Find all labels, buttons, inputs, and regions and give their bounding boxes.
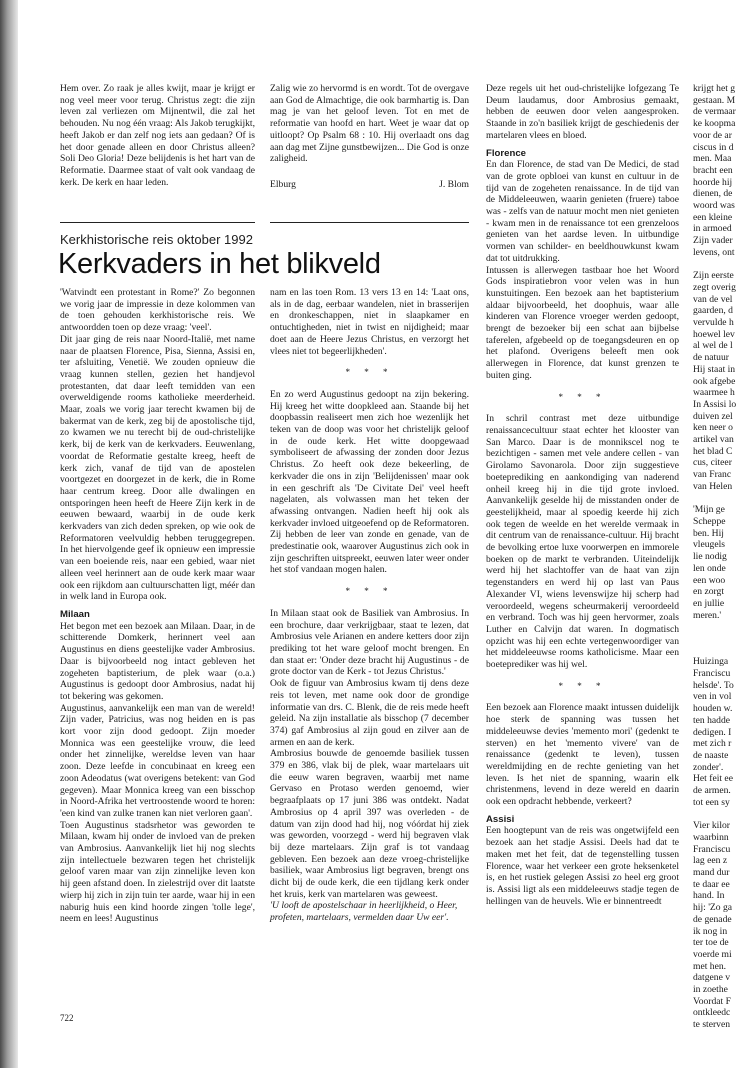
col4-line: Vier kilor xyxy=(693,820,730,832)
paragraph: Deze regels uit het oud-christelijke lofgezang Te Deum laudamus, door Ambrosius gemaakt, hebben de eeuwen door velen aangesproken. Staande in zo'n basiliek krijgt de geschiedenis der martelaren vlees en bloed. xyxy=(486,83,679,141)
col4-line: men. Maa xyxy=(693,153,732,165)
quote-line: 'U looft de apostelschaar in heerlijkheid, o Heer, xyxy=(270,900,458,912)
col4-line: artikel van xyxy=(693,434,734,446)
paragraph: 'Watvindt een protestant in Rome?' Zo begonnen we vorig jaar de impressie in deze kolommen van de toen gehouden kerkhistorische reis. We antwoordden toen op deze vraag: 'veel'. xyxy=(60,287,255,334)
signature-place: Elburg xyxy=(270,178,296,190)
col4-line: Zijn eerste xyxy=(693,270,734,282)
col4-line: gestaan. M xyxy=(693,94,736,106)
col4-line: het blad C xyxy=(693,445,733,457)
section-heading-florence: Florence xyxy=(486,147,526,159)
col4-line: de naaste xyxy=(693,750,729,761)
col4-line: te daar ee xyxy=(693,878,730,890)
col4-line: ter toe de xyxy=(693,937,729,949)
col4-line: Hij staat in xyxy=(693,363,736,375)
article-col4-cropped xyxy=(693,83,738,1031)
col4-line: ciscus in d xyxy=(693,141,734,153)
col4-line: met hen. xyxy=(693,960,727,972)
col4-line: hand. In xyxy=(693,890,725,902)
section-separator: * * * xyxy=(345,586,394,597)
col4-line: zegt overig xyxy=(693,281,736,293)
col4-line: in zoethe xyxy=(693,984,728,996)
column-divider xyxy=(270,222,469,223)
paragraph: Een hoogtepunt van de reis was ongetwijfeld een bezoek aan het stadje Assisi. Deels had dat te maken met het feit, dat de tegenstelling tussen Florence, waar het verkeer een grote heksenketel is, en het rustiek gelegen Assisi zo heel erg groot is. Assisi ligt als een middeleeuws stadje tegen de hellingen van de heuvels. Wie er binnentreedt xyxy=(486,825,679,907)
section-heading-assisi: Assisi xyxy=(486,813,515,825)
col4-line: cus, citeer xyxy=(693,457,732,469)
col4-line: ven in vol xyxy=(693,691,732,703)
col4-line: bracht een xyxy=(693,164,733,176)
article-col2 xyxy=(270,287,469,924)
col4-line xyxy=(693,259,738,271)
col4-line: duiven zel xyxy=(693,410,733,422)
paragraph: In schril contrast met deze uitbundige renaissancecultuur staat echter het klooster van San Marco. Daar is de monnikscel nog te bezichtigen - samen met vele andere cellen - van Girolamo Savonarola. Door zijn suggestieve boeteprediking en aankondiging van naderend onheil kreeg hij in die tijd grote invloed. Aanvankelijk geselde hij de misstanden onder de geestelijkheid, maar al spoedig keerde hij zich ook tegen de weelde en het werelde vermaak in dit centrum van de renaissance-cultuur. Hij bracht de bevolking ertoe luxe voorwerpen en immorele boeken op de markt te verbranden. Uiteindelijk werd hij het slachtoffer van de haat van zijn tegenstanders en werd hij op last van Paus Alexander VI, wiens levenswijze hij scherp had veroordeeld, wegens scheurmakerij veroordeeld en verbrand. Toch was hij geen hervormer, zoals Luther en Calvijn dat waren. In dogmatisch opzicht was hij een echte vertegenwoordiger van het middeleeuwse rooms katholicisme. Maar een boeteprediker was hij wel. xyxy=(486,413,679,671)
col4-line: helsde'. To xyxy=(693,679,734,691)
col4-line: Voordat F xyxy=(693,995,731,1007)
col4-line: vervulde h xyxy=(693,317,734,329)
col4-line: lag een z xyxy=(693,855,728,867)
paragraph: nam en las toen Rom. 13 vers 13 en 14: 'Laat ons, als in de dag, eerbaar wandelen, niet in brasserijen en dronkeschappen, niet in slaapkamer en ontuchtigheden, niet in twist en nijdigheid; maar doet aan de Heere Jezus Christus, en verzorgt het vlees niet tot begeerlijkheden'. xyxy=(270,287,469,357)
article-col3 xyxy=(486,83,679,907)
col4-line: van Helen xyxy=(693,480,733,492)
prev-article-col1 xyxy=(60,83,255,188)
article-headline: Kerkvaders in het blikveld xyxy=(58,248,381,280)
col4-line: Zijn vader xyxy=(693,235,733,247)
col4-line xyxy=(693,809,738,821)
col4-line: tot een sy xyxy=(693,796,730,808)
article-col1 xyxy=(60,287,255,925)
col4-line: zonder'. xyxy=(693,761,724,773)
signature-name: J. Blom xyxy=(439,178,469,190)
col4-line: voerde mi xyxy=(693,948,732,960)
col4-line: van Franc xyxy=(693,469,732,481)
column-divider xyxy=(60,222,255,223)
col4-line xyxy=(693,621,738,633)
paragraph: In Milaan staat ook de Basiliek van Ambrosius. In een brochure, daar verkrijgbaar, staat te lezen, dat Ambrosius vele Arianen en andere ketters door zijn prediking tot het ware geloof mocht brengen. En dan staat er: 'Onder deze bracht hij Augustinus - de grote doctor van de Kerk - tot Jezus Christus.' xyxy=(270,607,469,678)
prev-article-text-2: Zalig wie zo hervormd is en wordt. Tot de overgave aan God de Almachtige, die ook barmhartig is. Dan mag je van het geloof leven. Tot en met de reformatie van hoofd en hart. Weet je waar dat op uitloopt? Op Psalm 68 : 10. Hij overlaadt ons dag aan dag met Zijne gunstbewijzen... Die God is onze zaligheid. xyxy=(270,83,469,165)
col4-line: Franciscu xyxy=(693,843,731,855)
quote-line: profeten, martelaars, vermelden daar Uw eer'. xyxy=(270,912,449,924)
col4-line: de armen. xyxy=(693,785,731,797)
section-separator: * * * xyxy=(558,680,607,691)
col4-line: ook afgebe xyxy=(693,375,736,387)
col4-line: meren.' xyxy=(693,609,722,621)
col4-line: levens, ont xyxy=(693,246,735,258)
section-separator: * * * xyxy=(345,367,394,378)
col4-line: met zich r xyxy=(693,738,732,750)
col4-line: ke koopma xyxy=(693,118,736,130)
col4-line: van de vel xyxy=(693,293,733,305)
col4-line: hij: 'Zo ga xyxy=(693,902,733,914)
paragraph: Een bezoek aan Florence maakt intussen duidelijk hoe sterk de spanning was tussen het middeleeuwse devies 'memento mori' (gedenkt te sterven) en het 'memento vivere' van de renaissance (gedenkt te leven), tussen wereldmijding en de rechte genieting van het leven. Is het niet de spanning, waarin elk christenmens, levend in deze wereld en daarin ook een opdracht hebbende, verkeert? xyxy=(486,702,679,808)
section-separator: * * * xyxy=(558,391,607,402)
col4-line: te sterven xyxy=(693,1019,731,1031)
col4-line: voor de ar xyxy=(693,129,732,141)
page-number: 722 xyxy=(60,1013,74,1023)
col4-line: een woo xyxy=(693,574,726,586)
paragraph: En zo werd Augustinus gedoopt na zijn bekering. Hij kreeg het witte doopkleed aan. Staande bij het doopbassin realiseert men zich hoe wezenlijk het teken van de doop was voor het christelijk geloof in de oude kerk. Het witte doopgewaad symboliseert de afwassing der zonden door Jezus Christus. Zo heeft ook deze bekeerling, de kerkvader die ons in zijn 'Belijdenissen' maar ook in een geschrift als 'De Civitate Dei' veel heeft nagelaten, als volwassen man het teken der afwassing ontvangen. Nadien heeft hij ook als kerkvader invloed uitgeoefend op de Reformatoren. Zij hebben de leer van zonde en genade, van de predestinatie ook, waarover Augustinus zich ook in zijn geschriften uitspreekt, eeuwen later weer onder het stof vandaan mogen halen. xyxy=(270,388,469,576)
col4-line: gaarden, d xyxy=(693,305,733,317)
col4-line: ontkleedc xyxy=(693,1007,731,1019)
col4-line: Franciscu xyxy=(693,668,731,680)
col4-line: Het feit ee xyxy=(693,773,733,785)
prev-article-text-1: Hem over. Zo raak je alles kwijt, maar je krijgt er nog veel meer voor terug. Christus zegt: die zijn leven zal verliezen om Mijnentwil, die zal het behouden. Nu nog één vraag: Als Jakob terugkijkt, heeft Jakob er dan zelf nog iets aan gedaan? Of is het door genade alleen en door Christus alleen? Soli Deo Gloria! Deze belijdenis is het hart van de Reformatie. Daarmee staat of valt ook vandaag de kerk. De kerk en haar leden. xyxy=(60,83,255,188)
col4-line: dienen, de xyxy=(693,188,733,200)
col4-line: waarmee h xyxy=(693,387,735,399)
col4-line: Huizinga xyxy=(693,656,729,668)
paragraph: En dan Florence, de stad van De Medici, de stad van de grote opbloei van kunst en cultuur in de tijd van de zogeheten renaissance. In de tijd van de Middeleeuwen, waarin genieten (fruere) taboe was - zelfs van de natuur mocht men niet genieten - kwam men in de renaissance tot een grenzeloos genieten van het aardse leven. In uitbundige vormen van schilder- en beeldhouwkunst kwam dat tot uitdrukking. xyxy=(486,159,679,264)
paragraph: Ambrosius bouwde de genoemde basiliek tussen 379 en 386, vlak bij de plek, waar martelaars uit die eeuw waren begraven, waarbij met name Gervaso en Protaso werden genoemd, wier begraafplaats op 17 juni 386 was ontdekt. Nadat Ambrosius op 4 april 397 was overleden - de datum van zijn dood had hij, nog vóórdat hij ziek was geworden, voorzegd - werd hij begraven vlak bij deze martelaars. Zijn graf is tot vandaag gebleven. Een bezoek aan deze vroeg-christelijke basiliek, waar Ambrosius ligt begraven, brengt ons dicht bij de oude kerk, die een tijdlang kerk onder het kruis, kerk van martelaren was geweest. xyxy=(270,748,469,900)
col4-line: al wel de l xyxy=(693,340,733,352)
col4-line: krijgt het g xyxy=(693,83,736,94)
col4-line: woord was xyxy=(693,200,735,212)
col4-line: lie nodig xyxy=(693,551,727,563)
col4-line: ten hadde xyxy=(693,714,731,726)
col4-line: Scheppe xyxy=(693,515,726,527)
col4-line: de natuur xyxy=(693,352,729,364)
col4-line: een kleine xyxy=(693,211,733,223)
col4-line: dedigen. I xyxy=(693,726,732,738)
col4-line: mand dur xyxy=(693,867,730,879)
col4-line: ik nog in xyxy=(693,925,728,937)
col4-line: de genade xyxy=(693,913,732,925)
col4-line: In Assisi lo xyxy=(693,398,737,410)
col4-line xyxy=(693,645,738,657)
col4-line xyxy=(693,633,738,645)
col4-line: 'Mijn ge xyxy=(693,504,725,516)
col4-line: vleugels xyxy=(693,539,725,551)
col4-line: ken neer o xyxy=(693,422,733,434)
paragraph: Augustinus, aanvankelijk een man van de wereld! Zijn vader, Patricius, was nog heiden en is pas kort voor zijn dood gedoopt. Zijn moeder Monnica was een geestelijke vrouw, die leed onder het zinnelijke, wereldse leven van haar zoon. Deze leefde in concubinaat en kreeg een zoon Adeodatus (wat overigens betekent: van God gegeven). Maar Monnica kreeg van een bisschop in Noord-Afrika het vertroostende woord te horen: 'een kind van zulke tranen kan niet verloren gaan'. xyxy=(60,702,255,819)
col4-line: houden w. xyxy=(693,703,733,715)
col4-line: datgene v xyxy=(693,972,731,984)
col4-line: de vermaar xyxy=(693,106,736,118)
paragraph: Het begon met een bezoek aan Milaan. Daar, in de schitterende Domkerk, herinnert veel aan Augustinus en diens geestelijke vader Ambrosius. Daar is bijvoorbeeld nog intact gebleven het zogeheten baptisterium, de plek waar (o.a.) Augustinus is gedoopt door Ambrosius, nadat hij tot bekering was gekomen. xyxy=(60,620,255,702)
col4-line: waarbinn xyxy=(693,831,729,843)
col4-line: hoorde hij xyxy=(693,176,733,188)
paragraph: Ook de figuur van Ambrosius kwam tij dens deze reis tot leven, met name ook door de grondige informatie van drs. C. Blenk, die de reis mede heeft geleid. Na zijn installatie als bisschop (7 december 374) gaf Ambrosius al zijn goud en zilver aan de armen en aan de kerk. xyxy=(270,678,469,748)
paragraph: Toen Augustinus stadsrhetor was geworden te Milaan, kwam hij onder de invloed van de preken van Ambrosius. Aanvankelijk liet hij nog slechts zijn intellectuele bezwaren tegen het christelijk geloof varen maar van zijn zinnelijke leven kon hij geen afstand doen. In zielestrijd over dit laatste wierp hij zich in zijn tuin ter aarde, waar hij in een naburig huis een kind hoorde zingen 'tolle lege', neem en lees! Augustinus xyxy=(60,819,255,925)
signature xyxy=(270,179,469,191)
col4-line: en jullie xyxy=(693,597,725,609)
col4-line: en zorgt xyxy=(693,586,724,598)
paragraph: Intussen is allerwegen tastbaar hoe het Woord Gods inspiratiebron voor velen was in hun kunstuitingen. Een bezoek aan het baptisterium aldaar bijvoorbeeld, het doophuis, waar alle kinderen van Florence vroeger werden gedoopt, brengt de bezoeker bij een schat aan bijbelse taferelen, afgebeeld op de toegangsdeuren en op het plafond. Overigens beleeft men ook allerwegen in Florence, dat kunst grenzen te buiten ging. xyxy=(486,264,679,381)
section-heading-milaan: Milaan xyxy=(60,608,90,620)
col4-line: ben. Hij xyxy=(693,527,724,539)
col4-line: in armoed xyxy=(693,223,732,235)
col4-line: hoewel lev xyxy=(693,328,735,340)
paragraph: Dit jaar ging de reis naar Noord-Italië, met name naar de plaatsen Florence, Pisa, Sienna, Assisi en, ter afsluiting, Venetië. We zouden opnieuw die vraag kunnen stellen, gezien het handjevol protestanten, dat daar leeft temidden van een overweldigende rooms katholieke meerderheid. Maar, zoals we vorig jaar terecht kwamen bij de bakermat van de kerk, zeg bij de apostolische tijd, zo kwamen we nu terecht bij de oud-christelijke kerk, bij de kerk van de kerkvaders. Eeuwenlang, voordat de Reformatie gestalte kreeg, heeft de kerk zich, vanaf de tijd van de apostelen voortgezet en doorgezet in de kerk, die in Rome haar centrum kreeg. Door alle dwalingen en ontsporingen heen heeft de Heere Zijn kerk in de eeuwen bewaard, waarbij in de oude kerk kerkvaders van zich deden spreken, op wie ook de Reformatoren veelvuldig hebben teruggegrepen. In het hiervolgende geef ik opnieuw een impressie van een boeiende reis, naar een gebied, waar niet alleen veel herinnert aan de oude kerk maar waar ook een rijkdom aan cultuurschatten ligt, méér dan in welk land in Europa ook. xyxy=(60,333,256,603)
prev-article-col2 xyxy=(270,83,469,191)
col4-line: len onde xyxy=(693,562,726,574)
article-kicker: Kerkhistorische reis oktober 1992 xyxy=(60,232,253,247)
col4-line xyxy=(693,493,738,505)
